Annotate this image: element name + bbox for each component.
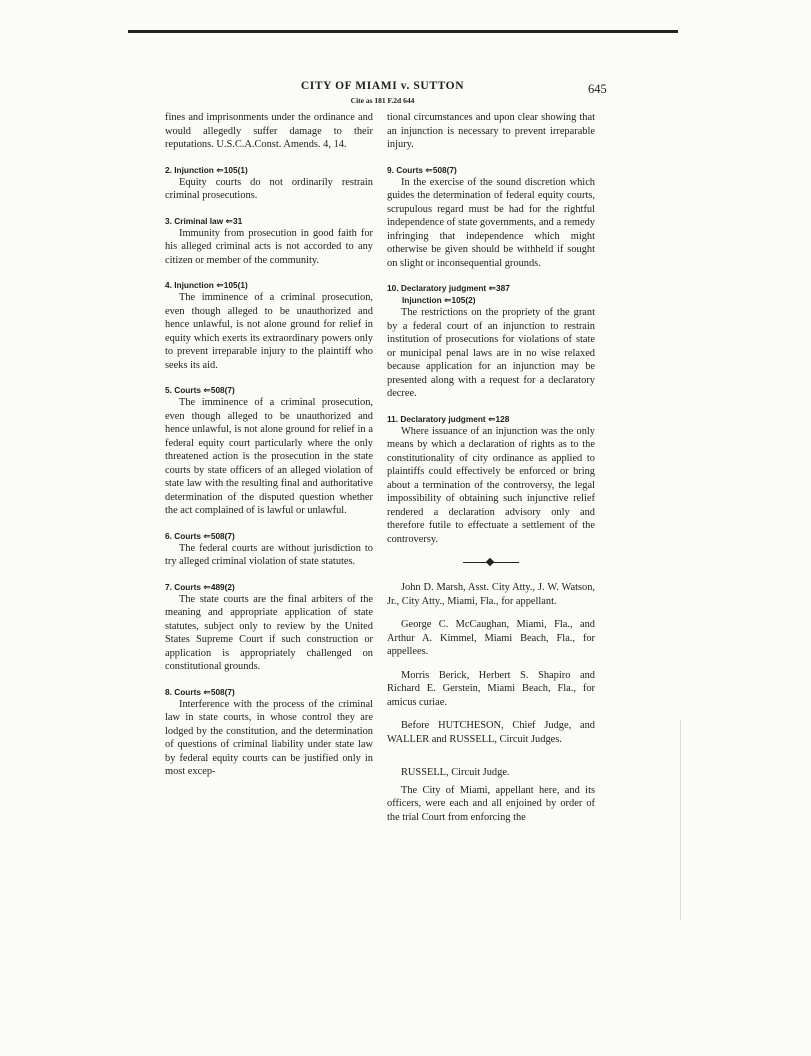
opinion-text: The City of Miami, appellant here, and its officers, were each and all enjoined by order of the trial Court from enforcing the	[387, 784, 595, 823]
running-head: CITY OF MIAMI v. SUTTON	[300, 80, 465, 92]
headnote-8	[165, 686, 373, 779]
headnote-heading: 9. Courts ⇐508(7)	[387, 164, 457, 175]
headnote-heading: 11. Declaratory judgment ⇐128	[387, 413, 510, 424]
headnote-text: The state courts are the final arbiters of the meaning and appropriate application of state statutes, subject only to review by the United States Supreme Court if such construction or application is appropriately challenged on constitutional grounds.	[165, 593, 373, 672]
key-number-icon: ⇐	[216, 280, 224, 290]
headnote-heading: 6. Courts ⇐508(7)	[165, 530, 235, 541]
key-number-icon: ⇐	[488, 283, 497, 293]
headnote-heading-secondary: Injunction ⇐105(2)	[402, 295, 476, 305]
key-number-icon: ⇐	[488, 413, 496, 424]
key-number-icon: ⇐	[225, 215, 233, 226]
key-number-icon: ⇐	[216, 164, 224, 175]
page-header	[160, 80, 605, 114]
headnote-text: Immunity from prosecution in good faith for his alleged criminal acts is not accorded to any citizen or member of the community.	[165, 227, 373, 266]
headnote-text: The restrictions on the propriety of the grant by a federal court of an injunction to restrain institution of prosecutions for violations of state or municipal penal laws are in no wise relaxed because application for an injunction may be presented along with a request for a declaratory decree.	[387, 307, 595, 399]
headnote-heading: 10. Declaratory judgment ⇐387	[387, 283, 510, 293]
headnote-text: Where issuance of an injunction was the only means by which a declaration of rights as to the constitutionality of city ordinance as applied to plaintiffs could effectively be enforced or bring about a termination of the controversy, the legal impossibility of obtaining such injunctive relief rendered a declaration advisory only and therefore futile to effectuate a settlement of the controversy.	[387, 425, 595, 545]
headnote-2	[165, 164, 373, 203]
headnote-heading: 2. Injunction ⇐105(1)	[165, 164, 248, 175]
opinion-author: RUSSELL, Circuit Judge.	[401, 767, 510, 778]
left-column	[165, 111, 373, 779]
headnote-text: The imminence of a criminal prosecution, even though alleged to be unauthorized and hence unlawful, is not alone ground for relief in equity which exerts its extraordinary powers only to prevent irreparable injury to the plaintiff who seeks its aid.	[165, 292, 373, 371]
key-number-icon: ⇐	[203, 686, 211, 697]
headnote-heading: 5. Courts ⇐508(7)	[165, 385, 235, 395]
key-number-icon: ⇐	[425, 164, 433, 175]
section-divider	[463, 562, 519, 563]
judicial-panel: Before HUTCHESON, Chief Judge, and WALLER and RUSSELL, Circuit Judges.	[387, 720, 595, 745]
headnote-5	[165, 384, 373, 518]
headnote-11	[387, 413, 595, 547]
page-number: 645	[588, 82, 607, 96]
headnote-10	[387, 282, 595, 401]
headnote-text: Equity courts do not ordinarily restrain criminal prosecutions.	[165, 176, 373, 201]
counsel-appellees: George C. McCaughan, Miami, Fla., and Arthur A. Kimmel, Miami Beach, Fla., for appellees.	[387, 619, 595, 657]
right-column	[387, 111, 595, 824]
headnote-text: Interference with the process of the criminal law in state courts, in whose control they are lodged by the constitution, and the determination of questions of criminal liability under state law by federal equity courts can be justified only in most excep-	[165, 698, 373, 777]
headnote-9	[387, 164, 595, 271]
headnote-text: In the exercise of the sound discretion which guides the determination of federal equity courts, scrupulous regard must be had for the rightful independence of state governments, and a remedy infringing that independence which might otherwise be given should be withheld if sought on slight or inconsequential grounds.	[387, 176, 595, 269]
scan-margin-mark	[680, 720, 681, 920]
top-rule	[128, 30, 678, 33]
counsel-amicus: Morris Berick, Herbert S. Shapiro and Richard E. Gerstein, Miami Beach, Fla., for amicus curiae.	[387, 669, 595, 708]
headnote-6	[165, 530, 373, 569]
headnote-heading: 8. Courts ⇐508(7)	[165, 686, 235, 697]
headnote-3	[165, 215, 373, 268]
headnote-heading: 3. Criminal law ⇐31	[165, 215, 243, 226]
key-number-icon: ⇐	[203, 581, 211, 592]
headnote-text: The imminence of a criminal prosecution, even though alleged to be unauthorized and hence unlawful, is not alone ground for relief in a federal equity court particularly where the only threatened action is the prosecution in the state courts by state officers of an alleged violation of state law with the resulting final and authoritative determination of the disputed question whether the act complained of is lawful or unlawful.	[165, 397, 373, 516]
headnote-4	[165, 279, 373, 372]
headnote-text: The federal courts are without jurisdiction to try alleged criminal violation of state statutes.	[165, 542, 373, 567]
right-opening-text: tional circumstances and upon clear showing that an injunction is necessary to prevent irreparable injury.	[387, 112, 595, 150]
key-number-icon: ⇐	[203, 385, 211, 395]
headnote-heading: 4. Injunction ⇐105(1)	[165, 280, 248, 290]
headnote-heading: 7. Courts ⇐489(2)	[165, 581, 235, 592]
citation-line: Cite as 181 F.2d 644	[350, 96, 415, 105]
key-number-icon: ⇐	[203, 530, 211, 541]
headnote-7	[165, 581, 373, 674]
left-opening-text: fines and imprisonments under the ordinance and would allegedly suffer damage to their reputations. U.S.C.A.Const. Amends. 4, 14.	[165, 112, 373, 150]
key-number-icon: ⇐	[443, 295, 452, 305]
counsel-appellant: John D. Marsh, Asst. City Atty., J. W. Watson, Jr., City Atty., Miami, Fla., for appellant.	[387, 582, 595, 607]
